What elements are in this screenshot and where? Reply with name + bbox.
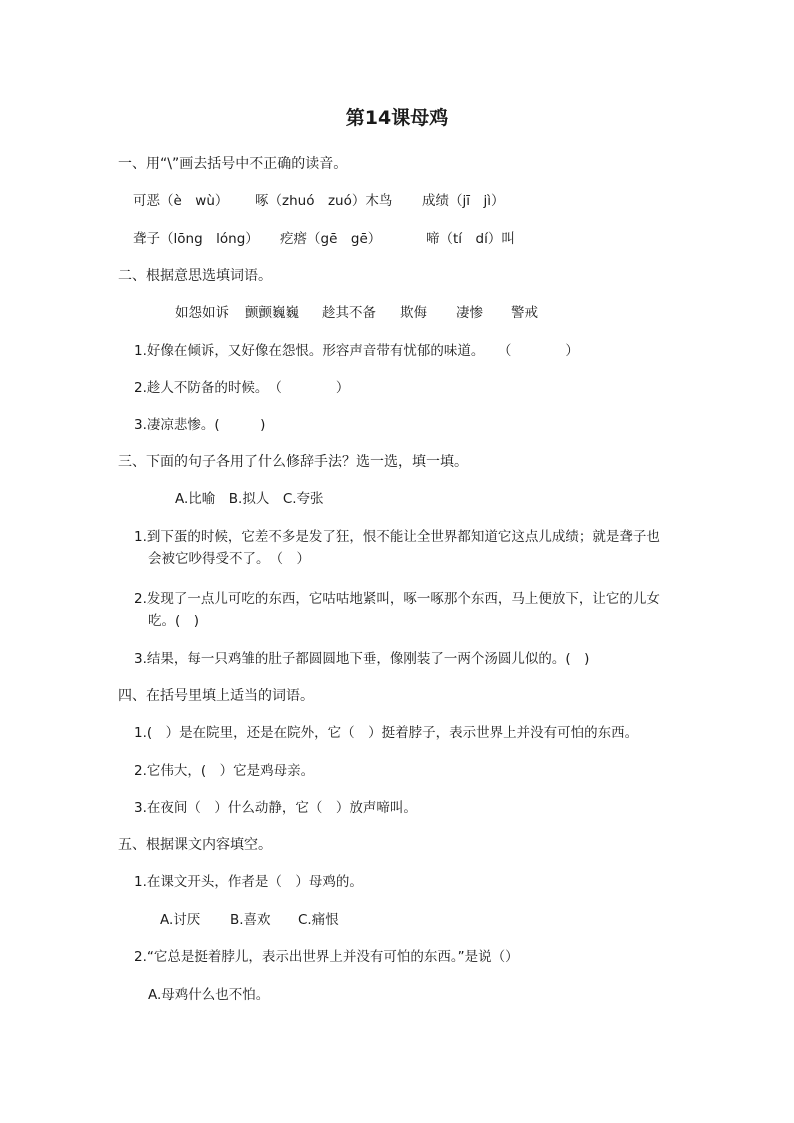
question-text: 1.在课文开头，作者是（ ）母鸡的。 <box>134 874 363 890</box>
page-title: 第14课母鸡 <box>345 107 449 129</box>
section-1-heading: 一、用“\”画去括号中不正确的读音。 <box>118 156 348 172</box>
word-choice: 凄惨 <box>456 305 483 321</box>
question-text: 2.发现了一点儿可吃的东西，它咕咕地紧叫，啄一啄那个东西，马上便放下，让它的儿女 <box>134 591 660 607</box>
pinyin-item: 聋子（lōng lóng） <box>133 231 259 247</box>
section-2-heading: 二、根据意思选填词语。 <box>118 268 272 284</box>
word-choice: 趁其不备 <box>322 305 376 321</box>
answer-option: A.讨厌 <box>160 912 201 928</box>
pinyin-item: 可恶（è wù） <box>133 193 229 209</box>
word-choice: 颤颤巍巍 <box>245 305 299 321</box>
option-list: A.比喻 B.拟人 C.夸张 <box>175 491 324 507</box>
question-text: 1.好像在倾诉，又好像在怨恨。形容声音带有忧郁的味道。 （ ） <box>134 343 579 359</box>
word-choice: 如怨如诉 <box>175 305 229 321</box>
pinyin-item: 啄（zhuó zuó）木鸟 <box>255 193 393 209</box>
word-choice: 警戒 <box>511 305 538 321</box>
pinyin-item: 啼（tí dí）叫 <box>426 231 515 247</box>
pinyin-item: 疙瘩（gē gē） <box>280 231 382 247</box>
question-text: 2.趁人不防备的时候。 （ ） <box>134 380 350 396</box>
section-5-heading: 五、根据课文内容填空。 <box>118 837 272 853</box>
answer-option: B.喜欢 <box>230 912 271 928</box>
answer-option: A.母鸡什么也不怕。 <box>148 987 270 1003</box>
question-text: 1.到下蛋的时候，它差不多是发了狂，恨不能让全世界都知道它这点儿成绩；就是聋子也 <box>134 529 660 545</box>
question-text: 1.( ）是在院里，还是在院外，它（ ）挺着脖子，表示世界上并没有可怕的东西。 <box>134 725 639 741</box>
question-text: 3.在夜间（ ）什么动静，它（ ）放声啼叫。 <box>134 800 417 816</box>
question-text: 2.“它总是挺着脖儿，表示出世界上并没有可怕的东西。”是说（） <box>134 949 519 965</box>
question-text: 吃。( ) <box>148 613 200 629</box>
question-text: 2.它伟大，( ）它是鸡母亲。 <box>134 763 315 779</box>
word-choice: 欺侮 <box>400 305 427 321</box>
section-4-heading: 四、在括号里填上适当的词语。 <box>118 688 314 704</box>
question-text: 3.结果，每一只鸡雏的肚子都圆圆地下垂，像刚装了一两个汤圆儿似的。( ) <box>134 651 590 667</box>
question-text: 会被它吵得受不了。 （ ） <box>148 551 310 567</box>
pinyin-item: 成绩（jī jì） <box>422 193 505 209</box>
question-text: 3.凄凉悲惨。( ) <box>134 417 266 433</box>
answer-option: C.痛恨 <box>298 912 339 928</box>
section-3-heading: 三、下面的句子各用了什么修辞手法？选一选，填一填。 <box>118 454 468 470</box>
